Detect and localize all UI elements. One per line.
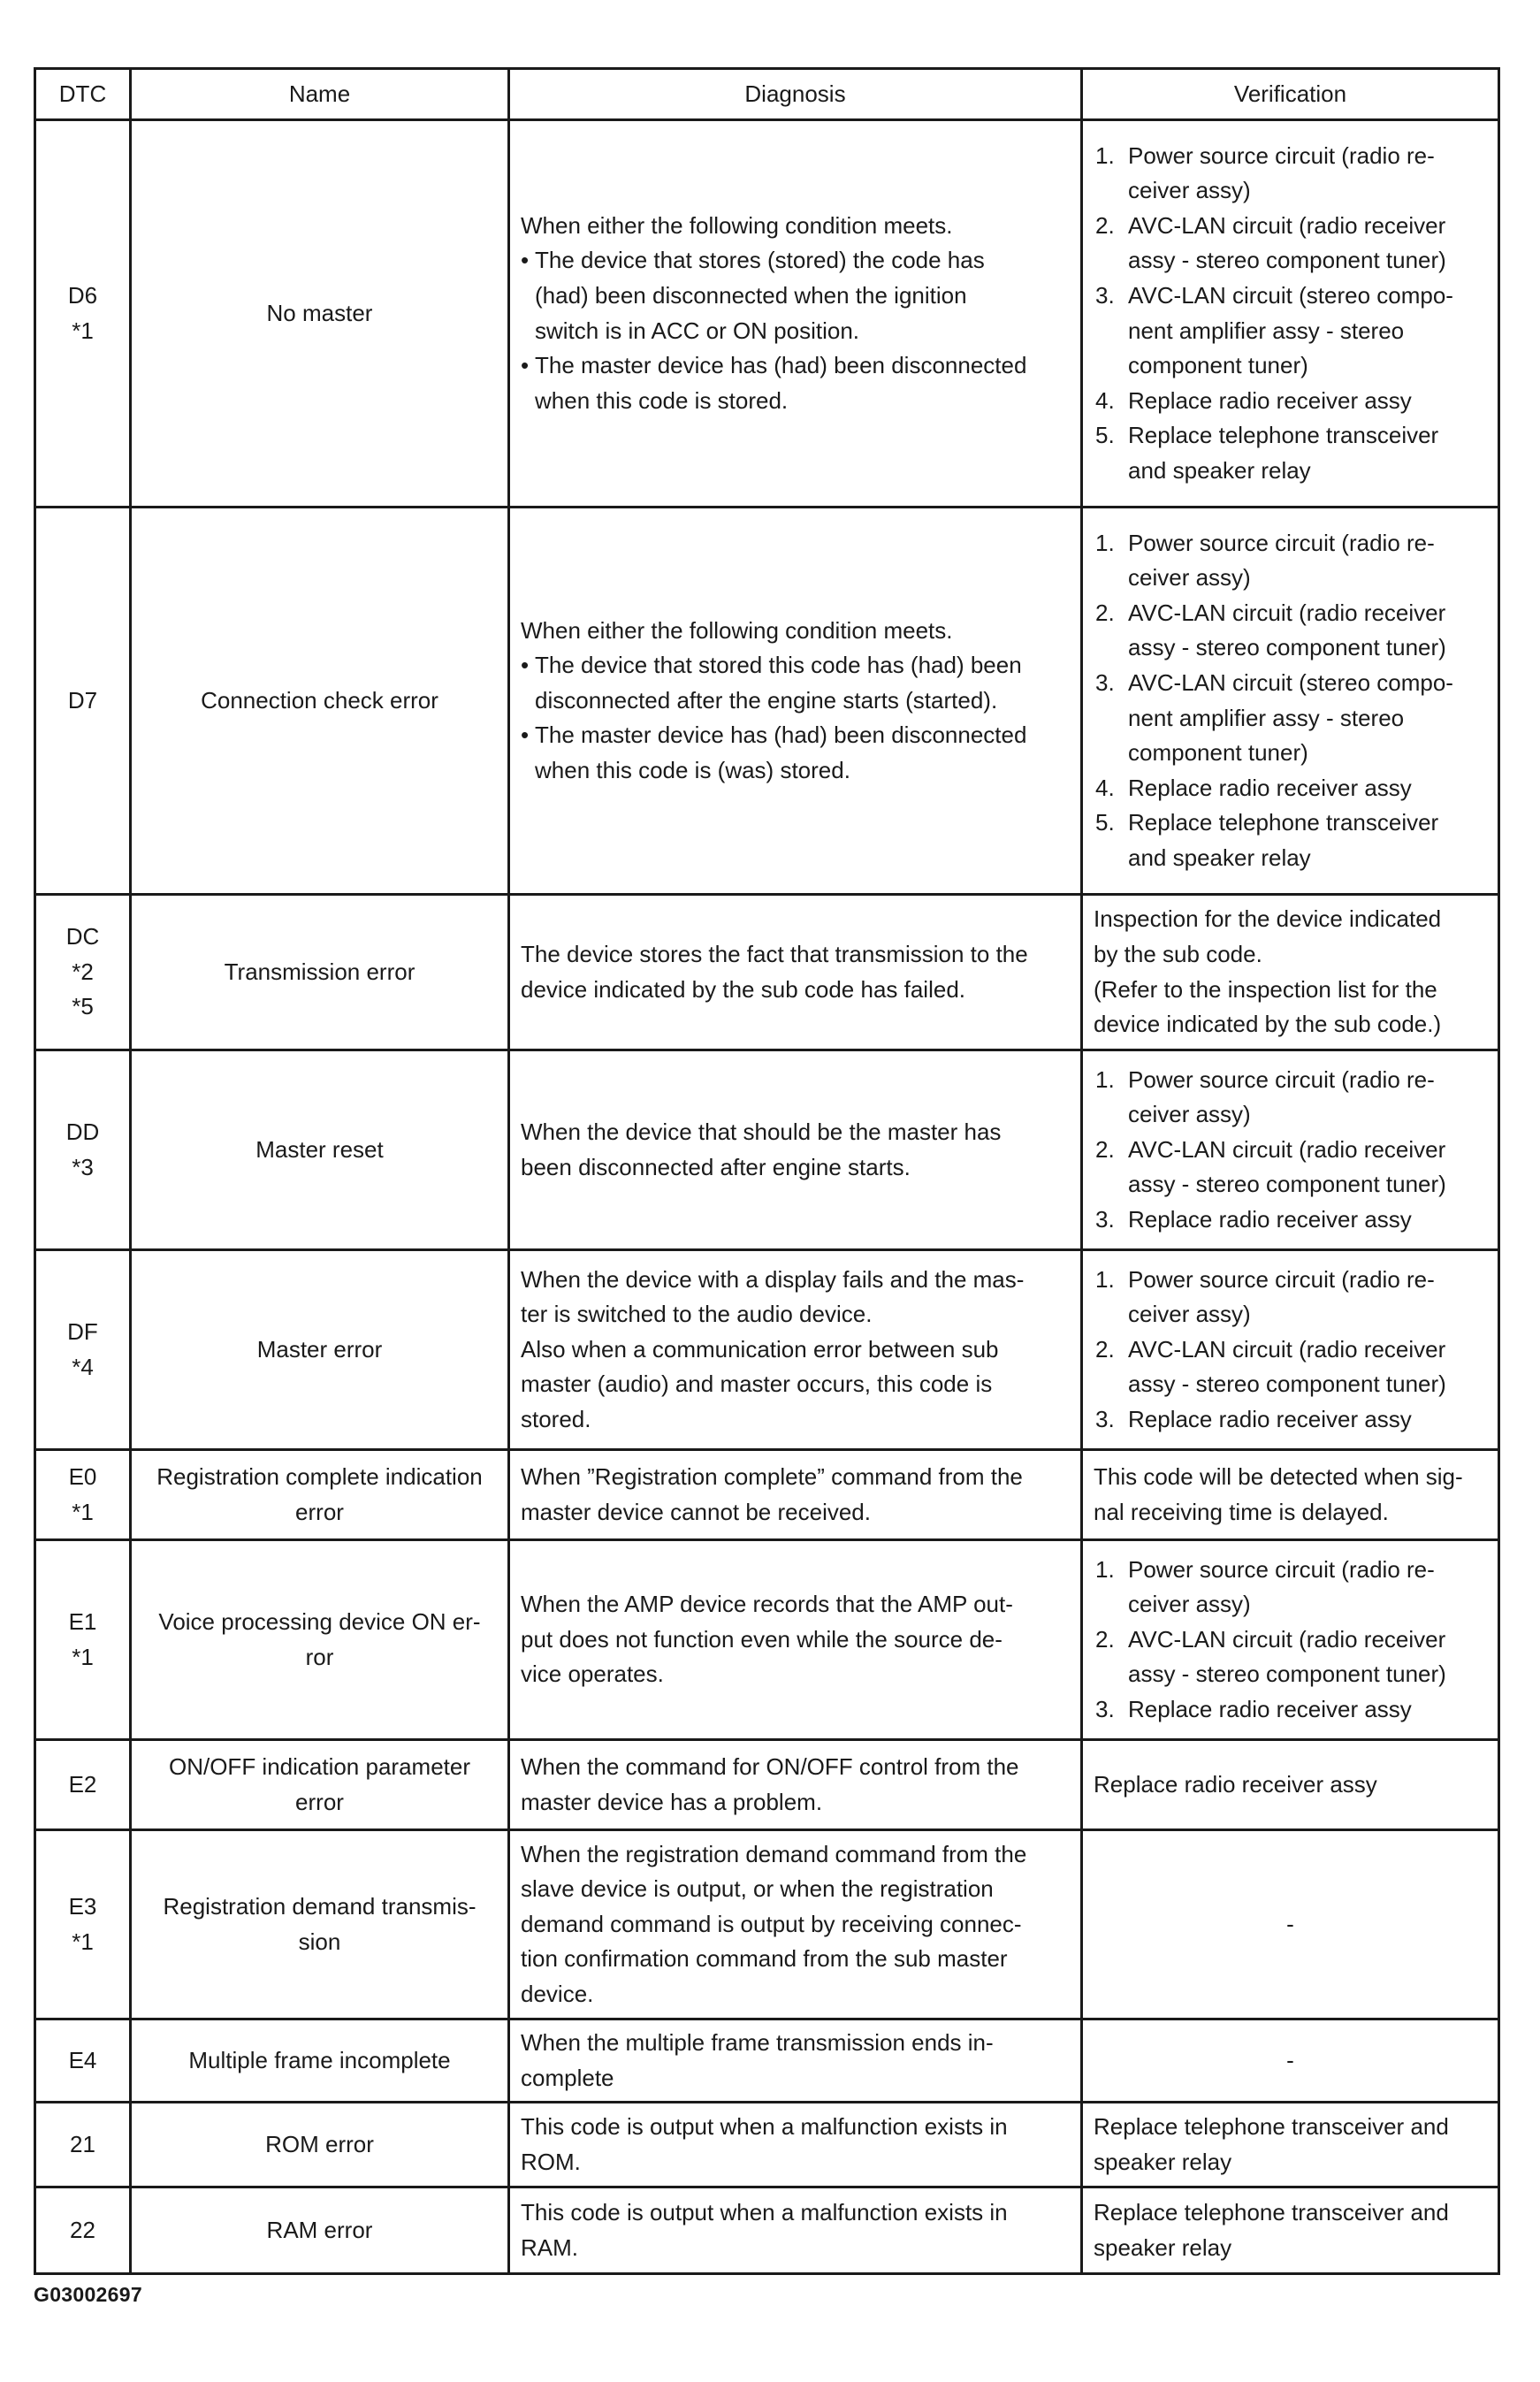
dtc-code: E1: [68, 1607, 97, 1635]
dtc-name-cell: [131, 2187, 509, 2274]
diagnosis-cell: [509, 2019, 1082, 2103]
verification-line: -: [1286, 1910, 1294, 1937]
verification-cell: [1082, 1450, 1499, 1540]
dtc-code-cell: [35, 2103, 131, 2187]
step-text: Replace radio receiver assy: [1128, 1405, 1412, 1432]
verification-step: [1094, 666, 1487, 771]
verification-step: [1094, 139, 1487, 209]
step-number: 3.: [1095, 668, 1115, 696]
dtc-code: *3: [72, 1153, 94, 1180]
table-row: [35, 1830, 1499, 2019]
step-number: 2.: [1095, 1625, 1115, 1653]
verification-cell: [1082, 2019, 1499, 2103]
verification-steps: [1094, 139, 1487, 488]
verification-line: device indicated by the sub code.): [1094, 1011, 1442, 1038]
step-text: Power source circuit (radio re-: [1128, 529, 1435, 556]
diagnosis-line: demand command is output by receiving connec-: [521, 1910, 1022, 1937]
dtc-code-cell: [35, 2187, 131, 2274]
dtc-code: 21: [70, 2130, 95, 2157]
diagnosis-bullet-line: when this code is (was) stored.: [535, 756, 850, 783]
verification-step: [1094, 1402, 1487, 1438]
step-text: assy - stereo component tuner): [1128, 247, 1446, 274]
verification-cell: [1082, 508, 1499, 895]
table-row: [35, 1050, 1499, 1250]
diagnosis-line: When the device that should be the master has: [521, 1118, 1002, 1145]
step-text: Power source circuit (radio re-: [1128, 1265, 1435, 1293]
dtc-code: E4: [68, 2046, 97, 2073]
verification-cell: [1082, 895, 1499, 1050]
verification-step: [1094, 1692, 1487, 1728]
diagnosis-bullet-line: when this code is stored.: [535, 386, 789, 414]
dtc-code: D6: [67, 281, 98, 309]
step-number: 5.: [1095, 422, 1115, 449]
dtc-name: Master reset: [255, 1135, 384, 1163]
step-text: ceiver assy): [1128, 1591, 1251, 1618]
diagnosis-line: The device stores the fact that transmission to the: [521, 940, 1028, 967]
verification-step: [1094, 596, 1487, 666]
dtc-name: Registration demand transmis-: [163, 1892, 476, 1920]
dtc-name: error: [295, 1788, 344, 1815]
dtc-code-cell: [35, 1740, 131, 1830]
diagnosis-line: tion confirmation command from the sub master: [521, 1945, 1008, 1973]
diagnosis-line: ROM.: [521, 2148, 581, 2175]
verification-step: [1094, 1063, 1487, 1133]
verification-steps: [1094, 1263, 1487, 1438]
step-number: 3.: [1095, 281, 1115, 309]
verification-step: [1094, 209, 1487, 279]
diagnosis-cell: [509, 508, 1082, 895]
diagnosis-line: been disconnected after engine starts.: [521, 1153, 911, 1180]
verification-step: [1094, 1622, 1487, 1692]
step-number: 4.: [1095, 774, 1115, 801]
step-text: assy - stereo component tuner): [1128, 1370, 1446, 1398]
step-text: Replace telephone transceiver: [1128, 422, 1439, 449]
dtc-name: Connection check error: [201, 686, 438, 714]
verification-line: speaker relay: [1094, 2148, 1232, 2175]
verification-step: [1094, 279, 1487, 384]
dtc-name-cell: [131, 1540, 509, 1740]
dtc-code: E3: [68, 1892, 97, 1920]
verification-cell: [1082, 120, 1499, 508]
step-text: Power source circuit (radio re-: [1128, 141, 1435, 169]
header-verification: Verification: [1082, 69, 1499, 120]
diagnosis-bullet-line: The master device has (had) been disconnected: [535, 721, 1027, 749]
step-text: AVC-LAN circuit (radio receiver: [1128, 211, 1446, 239]
verification-step: [1094, 805, 1487, 875]
diagnosis-line: When the command for ON/OFF control from the: [521, 1752, 1019, 1780]
diagnosis-bullet: [521, 718, 1070, 788]
step-text: assy - stereo component tuner): [1128, 1661, 1446, 1688]
step-text: Replace radio receiver assy: [1128, 774, 1412, 801]
verification-cell: [1082, 1830, 1499, 2019]
verification-line: Replace telephone transceiver and: [1094, 2198, 1449, 2225]
diagnosis-bullet: [521, 348, 1070, 418]
diagnosis-line: ter is switched to the audio device.: [521, 1301, 873, 1328]
figure-id: G03002697: [34, 2283, 142, 2306]
verification-cell: [1082, 2187, 1499, 2274]
diagnosis-cell: [509, 120, 1082, 508]
dtc-table: [34, 67, 1500, 2275]
dtc-code: 22: [70, 2216, 95, 2243]
diagnosis-line: When the device with a display fails and the mas-: [521, 1265, 1025, 1293]
diagnosis-line: Also when a communication error between sub: [521, 1335, 999, 1363]
diagnosis-line: RAM.: [521, 2233, 578, 2261]
dtc-name: RAM error: [266, 2216, 373, 2243]
dtc-code: D7: [67, 686, 98, 714]
step-number: 1.: [1095, 1555, 1115, 1583]
diagnosis-line: stored.: [521, 1405, 591, 1432]
dtc-name-cell: [131, 1050, 509, 1250]
step-text: ceiver assy): [1128, 1301, 1251, 1328]
step-text: component tuner): [1128, 739, 1308, 767]
verification-step: [1094, 384, 1487, 419]
dtc-code: *4: [72, 1353, 94, 1380]
step-text: ceiver assy): [1128, 1101, 1251, 1128]
verification-step: [1094, 771, 1487, 806]
diagnosis-cell: [509, 2103, 1082, 2187]
dtc-code: DF: [67, 1317, 98, 1345]
diagnosis-line: device indicated by the sub code has failed.: [521, 975, 966, 1003]
step-text: and speaker relay: [1128, 844, 1311, 871]
step-number: 2.: [1095, 1135, 1115, 1163]
dtc-code: DD: [65, 1118, 100, 1145]
step-text: Power source circuit (radio re-: [1128, 1065, 1435, 1093]
diagnosis-cell: [509, 2187, 1082, 2274]
verification-line: speaker relay: [1094, 2233, 1232, 2261]
step-number: 2.: [1095, 599, 1115, 626]
diagnosis-line: complete: [521, 2064, 614, 2091]
verification-line: by the sub code.: [1094, 940, 1262, 967]
diagnosis-bullet-line: The master device has (had) been disconnected: [535, 352, 1027, 379]
verification-steps: [1094, 1553, 1487, 1728]
dtc-code: *1: [72, 317, 94, 344]
step-number: 1.: [1095, 1065, 1115, 1093]
dtc-code: E2: [68, 1770, 97, 1798]
step-text: and speaker relay: [1128, 456, 1311, 484]
dtc-name: error: [295, 1498, 344, 1525]
dtc-code-cell: [35, 895, 131, 1050]
dtc-name: ror: [305, 1643, 334, 1670]
diagnosis-line: master (audio) and master occurs, this code is: [521, 1370, 993, 1398]
step-text: AVC-LAN circuit (radio receiver: [1128, 1135, 1446, 1163]
step-text: Replace radio receiver assy: [1128, 1205, 1412, 1233]
step-text: AVC-LAN circuit (stereo compo-: [1128, 281, 1453, 309]
dtc-name: Registration complete indication: [156, 1462, 483, 1490]
dtc-name-cell: [131, 1740, 509, 1830]
dtc-code-cell: [35, 2019, 131, 2103]
dtc-name-cell: [131, 2103, 509, 2187]
verification-steps: [1094, 1063, 1487, 1238]
diagnosis-cell: [509, 1450, 1082, 1540]
step-text: AVC-LAN circuit (stereo compo-: [1128, 668, 1453, 696]
verification-cell: [1082, 1250, 1499, 1450]
step-text: AVC-LAN circuit (radio receiver: [1128, 599, 1446, 626]
step-number: 2.: [1095, 1335, 1115, 1363]
step-number: 3.: [1095, 1405, 1115, 1432]
table-row: [35, 1250, 1499, 1450]
dtc-code-cell: [35, 508, 131, 895]
diagnosis-line: device.: [521, 1980, 594, 2007]
step-number: 1.: [1095, 529, 1115, 556]
step-number: 4.: [1095, 386, 1115, 414]
step-number: 1.: [1095, 141, 1115, 169]
dtc-name: sion: [298, 1928, 341, 1955]
diagnosis-line: master device has a problem.: [521, 1788, 823, 1815]
dtc-name: Multiple frame incomplete: [188, 2046, 451, 2073]
step-number: 1.: [1095, 1265, 1115, 1293]
verification-step: [1094, 418, 1487, 488]
diagnosis-cell: [509, 1050, 1082, 1250]
verification-step: [1094, 1202, 1487, 1238]
diagnosis-line: This code is output when a malfunction exists in: [521, 2112, 1008, 2140]
diagnosis-line: master device cannot be received.: [521, 1498, 871, 1525]
step-number: 5.: [1095, 809, 1115, 836]
dtc-code: *1: [72, 1498, 94, 1525]
dtc-code: *1: [72, 1928, 94, 1955]
table-body: [35, 120, 1499, 2274]
verification-step: [1094, 1133, 1487, 1202]
dtc-name-cell: [131, 2019, 509, 2103]
step-text: ceiver assy): [1128, 177, 1251, 204]
diagnosis-line: This code is output when a malfunction exists in: [521, 2198, 1008, 2225]
dtc-code: *5: [72, 993, 94, 1020]
table-row: [35, 508, 1499, 895]
table-row: [35, 2019, 1499, 2103]
verification-cell: [1082, 1740, 1499, 1830]
diagnosis-bullet-line: disconnected after the engine starts (started).: [535, 686, 998, 714]
verification-step: [1094, 1263, 1487, 1332]
dtc-name-cell: [131, 1450, 509, 1540]
verification-line: Inspection for the device indicated: [1094, 905, 1442, 933]
diagnosis-bullet-line: The device that stores (stored) the code has: [535, 247, 985, 274]
verification-line: -: [1286, 2046, 1294, 2073]
dtc-name-cell: [131, 508, 509, 895]
diagnosis-line: When the multiple frame transmission ends in-: [521, 2028, 994, 2056]
verification-step: [1094, 526, 1487, 596]
dtc-code: *2: [72, 958, 94, 985]
dtc-name-cell: [131, 1830, 509, 2019]
step-text: component tuner): [1128, 352, 1308, 379]
dtc-name: ROM error: [265, 2130, 374, 2157]
table-row: [35, 1540, 1499, 1740]
dtc-code-cell: [35, 120, 131, 508]
verification-cell: [1082, 1050, 1499, 1250]
verification-step: [1094, 1332, 1487, 1402]
diagnosis-line: When the AMP device records that the AMP out-: [521, 1591, 1013, 1618]
dtc-name: Voice processing device ON er-: [158, 1607, 481, 1635]
step-text: Replace radio receiver assy: [1128, 386, 1412, 414]
header-name: Name: [131, 69, 509, 120]
verification-step: [1094, 1553, 1487, 1622]
dtc-code-cell: [35, 1250, 131, 1450]
diagnosis-line: put does not function even while the source de-: [521, 1625, 1003, 1653]
table-row: [35, 120, 1499, 508]
dtc-code-cell: [35, 1050, 131, 1250]
diagnosis-cell: [509, 1740, 1082, 1830]
diagnosis-line: vice operates.: [521, 1661, 664, 1688]
table-row: [35, 1450, 1499, 1540]
table-row: [35, 2187, 1499, 2274]
diagnosis-cell: [509, 1830, 1082, 2019]
header-dtc: DTC: [35, 69, 131, 120]
step-text: Replace radio receiver assy: [1128, 1695, 1412, 1722]
table-row: [35, 895, 1499, 1050]
dtc-name: ON/OFF indication parameter: [168, 1752, 470, 1780]
step-number: 3.: [1095, 1695, 1115, 1722]
dtc-code: *1: [72, 1643, 94, 1670]
verification-line: nal receiving time is delayed.: [1094, 1498, 1389, 1525]
dtc-name: Transmission error: [224, 958, 415, 985]
verification-line: Replace radio receiver assy: [1094, 1770, 1377, 1798]
diagnosis-bullet-line: (had) been disconnected when the ignition: [535, 281, 967, 309]
diagnosis-line: When ”Registration complete” command from the: [521, 1462, 1023, 1490]
step-text: AVC-LAN circuit (radio receiver: [1128, 1335, 1446, 1363]
dtc-name: Master error: [256, 1335, 383, 1363]
verification-cell: [1082, 2103, 1499, 2187]
diagnosis-bullet: [521, 648, 1070, 718]
step-text: Power source circuit (radio re-: [1128, 1555, 1435, 1583]
table-row: [35, 1740, 1499, 1830]
step-text: ceiver assy): [1128, 564, 1251, 592]
step-text: nent amplifier assy - stereo: [1128, 317, 1405, 344]
step-text: nent amplifier assy - stereo: [1128, 704, 1405, 731]
diagnosis-line: When the registration demand command from the: [521, 1840, 1027, 1867]
step-text: AVC-LAN circuit (radio receiver: [1128, 1625, 1446, 1653]
dtc-code-cell: [35, 1450, 131, 1540]
diagnosis-bullet-line: The device that stored this code has (had) been: [535, 652, 1022, 679]
header-diagnosis: Diagnosis: [509, 69, 1082, 120]
verification-line: (Refer to the inspection list for the: [1094, 975, 1437, 1003]
verification-cell: [1082, 1540, 1499, 1740]
table-header-row: [35, 69, 1499, 120]
diagnosis-bullet: [521, 243, 1070, 348]
verification-line: Replace telephone transceiver and: [1094, 2112, 1449, 2140]
dtc-name-cell: [131, 895, 509, 1050]
dtc-code-cell: [35, 1540, 131, 1740]
dtc-name-cell: [131, 120, 509, 508]
diagnosis-intro: When either the following condition meets.: [521, 616, 953, 644]
step-text: assy - stereo component tuner): [1128, 634, 1446, 661]
step-number: 2.: [1095, 211, 1115, 239]
dtc-name-cell: [131, 1250, 509, 1450]
table-row: [35, 2103, 1499, 2187]
diagnosis-intro: When either the following condition meets.: [521, 211, 953, 239]
dtc-code-cell: [35, 1830, 131, 2019]
diagnosis-bullet-line: switch is in ACC or ON position.: [535, 317, 860, 344]
dtc-name: No master: [266, 299, 373, 326]
step-text: Replace telephone transceiver: [1128, 809, 1439, 836]
verification-line: This code will be detected when sig-: [1094, 1462, 1463, 1490]
step-text: assy - stereo component tuner): [1128, 1171, 1446, 1198]
diagnosis-cell: [509, 895, 1082, 1050]
dtc-code: DC: [65, 923, 100, 951]
diagnosis-cell: [509, 1540, 1082, 1740]
diagnosis-line: slave device is output, or when the registration: [521, 1875, 994, 1903]
dtc-code: E0: [68, 1462, 97, 1490]
diagnosis-cell: [509, 1250, 1082, 1450]
step-number: 3.: [1095, 1205, 1115, 1233]
verification-steps: [1094, 526, 1487, 875]
